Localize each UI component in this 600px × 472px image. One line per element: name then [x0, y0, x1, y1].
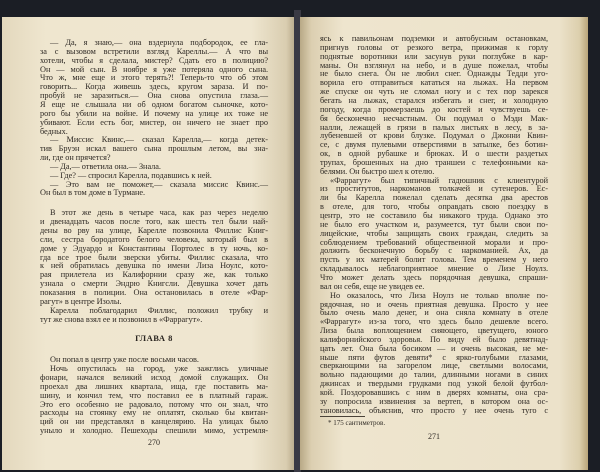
- footnote: * 175 сантиметров.: [328, 418, 386, 427]
- text-line: ворила его отправиться кататься на лыжах. На первом: [320, 78, 548, 88]
- text-line: — Да, я знаю,— она вздернула подбородок, ее гла-: [50, 38, 268, 47]
- text-line: цать лет. Она была босиком — и очень высокая, не ме-: [320, 343, 548, 353]
- text-line: ясь к павильонам подземки и автобусным остановкам,: [320, 34, 548, 43]
- right-page: [300, 17, 588, 470]
- text-line: фонари, начался великий исход домой служащих. Он: [40, 373, 268, 383]
- text-line: джинсах и твердыми грудками под узкой белой футбол-: [320, 379, 548, 389]
- text-line: сверкающими на загорелом лице, светлыми волосами,: [320, 361, 548, 371]
- text-line: тановилась, объяснив, что просто у нее очень туго с: [320, 405, 548, 415]
- text-line: ций он ни представлял в канцелярию. На улицах было: [40, 417, 268, 427]
- text-line: проехал два лишних квартала, ища, где поставить ма-: [40, 381, 268, 391]
- text-line: вольно падающими до талии, длинными ногами в синих: [320, 370, 548, 380]
- text-line: в отеле, для того, чтобы оправдать свою поездку в: [320, 202, 548, 212]
- text-line: рядочная, но и очень приятная девушка. Просто у нее: [320, 299, 548, 309]
- text-line: рая прилетела из Калифорнии сразу же, как только: [40, 270, 268, 280]
- text-line: соблюдением требований общественной морали и про-: [320, 237, 548, 247]
- text-line: шину, и кончил тем, что поставил ее в платный гараж.: [40, 390, 268, 400]
- text-line: погоду, когда промерзаешь до костей и чувствуешь се-: [320, 104, 548, 114]
- text-line: кой. Поздоровавшись с ним в дверях комнаты, она сра-: [320, 388, 548, 397]
- text-line: рого бы убили на войне. И почему на улице их тоже не: [40, 108, 268, 118]
- text-line: Он был в том доме в Турмане.: [40, 188, 146, 198]
- chapter-heading: ГЛАВА 8: [135, 333, 173, 344]
- page-number: 271: [428, 432, 440, 441]
- text-line: — Да,— ответила она.— Знала.: [50, 161, 161, 171]
- text-line: — Это вам не поможет,— сказала миссис Квинс.—: [50, 179, 268, 189]
- text-line: рагут» в центре Изолы.: [40, 296, 122, 306]
- text-line: центр, это не составило бы никакого труда. Однако это: [320, 211, 548, 220]
- text-line: трупах, брошенных на дно траншеи с телефонными ка-: [320, 157, 548, 167]
- text-line: Ночь опустилась на город, уже зажглись уличные: [50, 364, 268, 374]
- text-line: «Фаррагут» был типичный гадюшник с клиентурой: [330, 175, 548, 185]
- text-line: же спуске он чуть не сломал ногу и с тех пор зарекся: [320, 87, 548, 97]
- text-line: белями. Он быстро шел к отелю.: [320, 166, 435, 176]
- text-line: ли бы Карелла пожелал сделать десятка два арестов: [320, 193, 548, 203]
- left-page: [2, 17, 295, 470]
- text-line: узнала о смерти Эндрю Книгсли. Девушка хочет дать: [40, 279, 268, 289]
- page-number: 270: [148, 438, 160, 447]
- text-line: ли, где он прячется?: [40, 153, 111, 163]
- text-line: складывалось неблагоприятное мнение о Лизе Ноулз.: [320, 264, 548, 274]
- text-line: к ней обратилась девушка по имени Лиза Ноулс, кото-: [40, 261, 268, 271]
- text-line: Карелла поблагодарил Филлис, положил трубку и: [50, 305, 268, 315]
- text-line: расходы на стоянку ему не оплатят, сколько бы квитан-: [40, 408, 268, 418]
- text-line: показания в полиции. Она остановилась в отеле «Фар-: [40, 287, 268, 297]
- text-line: не было снега. Он не любил снег. Однажды Тедди уго-: [320, 69, 548, 79]
- text-line: за с вызовом встретили взгляд Кареллы.— А что вы: [40, 46, 268, 56]
- text-line: пробуй не заразиться.— Она снова опустила глаза.—: [40, 91, 268, 101]
- text-line: убивают. Если есть бог, мистер, он ничего не знает про: [40, 117, 268, 127]
- text-line: из проститутов, наркоманов толкачей и сутенеров. Ес-: [320, 184, 548, 194]
- text-line: — Где? — спросил Карелла, подавшись к ней.: [50, 170, 212, 180]
- text-line: пусть у их матерей болит голова. Тем временем у него: [320, 255, 548, 265]
- text-line: гда все трое были зверски убиты. Филлис сказала, что: [40, 252, 268, 262]
- text-line: пригнув головы от резкого ветра, прижимая к горлу: [320, 42, 548, 52]
- text-line: говорить... Когда живешь здесь, кругом зараза. И по-: [40, 82, 268, 92]
- text-line: Он попал в центр уже после восьми часов.: [50, 355, 199, 365]
- text-line: зу попросила извинения за вертеп, в котором она ос-: [320, 396, 548, 406]
- text-line: бедных.: [40, 126, 68, 136]
- text-line: Лиза была воплощением сияющего, цветущего, юного: [320, 326, 548, 336]
- text-line: — Миссис Квинс,— сказал Карелла,— когда детек-: [50, 135, 268, 145]
- text-line: ок, в одной рубашке и брюках. И о шести раздетых: [320, 149, 548, 159]
- text-line: тут же снова взял ее и позвонил в «Фаррагут».: [40, 314, 203, 324]
- text-line: лубеневшей от крови блузке. Подумал о Джонни Квин-: [320, 131, 548, 141]
- text-line: поднятые воротники или засунув руки поглубже в кар-: [320, 51, 548, 61]
- text-line: «Фаррагут» из-за того, что здесь было дешевле всего.: [320, 317, 548, 327]
- text-line: маны. Он взглянул на небо, и в душе пожелал, чтобы: [320, 60, 548, 70]
- text-line: ньше пяти футов девяти* с ярко-голубыми глазами,: [320, 352, 548, 362]
- text-line: налли, лежащей в грязи в палых листьях в лесу, в за-: [320, 122, 548, 132]
- text-line: Но оказалось, что Лиза Ноулз не только вполне по-: [330, 290, 548, 300]
- text-line: было очень мало денег, и она сняла комнату в отеле: [320, 308, 548, 318]
- text-line: Это его особенно не радовало, потому что он знал, что: [40, 399, 268, 409]
- text-line: и двенадцать часов после того, как шесть тел были най-: [40, 217, 268, 227]
- text-line: Что может делать здесь порядочная девушка, спраши-: [320, 272, 548, 282]
- text-line: лицейские, чтобы защищать своих граждан, следить за: [320, 228, 548, 238]
- text-line: калифорнийского здоровья. По виду ей было девятнад-: [320, 334, 548, 344]
- text-line: должить бесконечную борьбу с наркоманией. Ах, да: [320, 246, 548, 256]
- text-line: вал он себя, еще не увидев ее.: [320, 281, 425, 291]
- text-line: Я еще не слышала ни об одном богатом сыночке, кото-: [40, 99, 268, 109]
- text-line: Что ж, мне еще и этого терять?! Теперь-то что об этом: [40, 73, 268, 83]
- text-line: не было его участком и, разумеется, тут были свои по-: [320, 219, 548, 229]
- text-line: бя бесконечно несчастным. Он подумал о Мэди Мак-: [320, 113, 548, 123]
- text-line: Он — мой сын. В ноябре я уже потеряла одного сына.: [40, 64, 268, 74]
- text-line: уныло и холодно. Пешеходы спешили мимо, устремля-: [40, 426, 268, 436]
- footnote-divider: [320, 416, 365, 417]
- text-line: хотели, чтобы я сделала, мистер? Сдать его в полицию?: [40, 55, 268, 65]
- text-line: тив Бруэн искал вашего сына прошлым летом, вы зна-: [40, 144, 268, 154]
- text-line: се, с двумя пулевыми отверстиями в затылке, без ботин-: [320, 140, 548, 150]
- text-line: В этот же день в четыре часа, как раз через неделю: [50, 208, 268, 218]
- text-line: доме у Эдуардо и Константины Портолес в ту ночь, ко-: [40, 243, 268, 253]
- text-line: сли, сестра бородатого белого человека, который был в: [40, 234, 268, 244]
- text-line: бегать на лыжах, старался избегать и снег, и холодную: [320, 95, 548, 105]
- text-line: дены во рву на улице, Карелле позвонила Филлис Книг-: [40, 226, 268, 235]
